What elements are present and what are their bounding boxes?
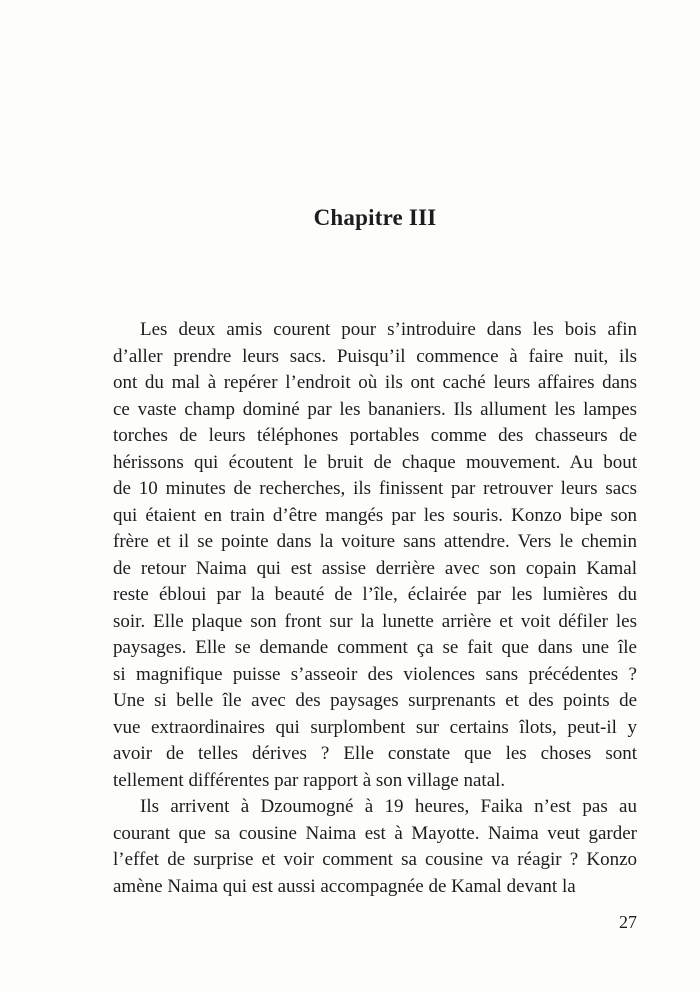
text-line: Ils arrivent à Dzoumogné à 19 heures, Faika n’est pas au	[140, 796, 637, 817]
body-text	[113, 317, 637, 900]
text-line: tellement différentes par rapport à son village natal.	[113, 769, 506, 791]
text-line: hérissons qui écoutent le bruit de chaque mouvement. Au bout	[113, 451, 637, 473]
page-number: 27	[619, 912, 637, 932]
text-line: courant que sa cousine Naima est à Mayotte. Naima veut garder	[113, 822, 637, 844]
text-line: de retour Naima qui est assise derrière avec son copain Kamal	[113, 557, 637, 579]
text-line: avoir de telles dérives ? Elle constate que les choses sont	[113, 743, 637, 764]
text-line: frère et il se pointe dans la voiture sans attendre. Vers le chemin	[113, 531, 637, 552]
text-line: soir. Elle plaque son front sur la lunette arrière et voit défiler les	[113, 610, 637, 632]
text-line: amène Naima qui est aussi accompagnée de Kamal devant la	[113, 875, 576, 897]
text-line: d’aller prendre leurs sacs. Puisqu’il commence à faire nuit, ils	[113, 345, 637, 367]
text-line: paysages. Elle se demande comment ça se fait que dans une île	[113, 637, 637, 658]
text-line: Les deux amis courent pour s’introduire dans les bois afin	[140, 319, 637, 340]
text-line: l’effet de surprise et voir comment sa cousine va réagir ? Konzo	[113, 849, 637, 870]
text-line: torches de leurs téléphones portables comme des chasseurs de	[113, 425, 637, 446]
text-line: reste ébloui par la beauté de l’île, éclairée par les lumières du	[113, 584, 637, 605]
text-line: qui étaient en train d’être mangés par les souris. Konzo bipe son	[113, 504, 637, 526]
text-line: ont du mal à repérer l’endroit où ils ont caché leurs affaires dans	[113, 372, 637, 393]
text-line: si magnifique puisse s’asseoir des violences sans précédentes ?	[113, 663, 637, 685]
text-line: ce vaste champ dominé par les bananiers. Ils allument les lampes	[113, 398, 637, 420]
chapter-heading: Chapitre III	[313, 205, 437, 230]
text-line: Une si belle île avec des paysages surprenants et des points de	[113, 690, 637, 711]
text-line: de 10 minutes de recherches, ils finissent par retrouver leurs sacs	[113, 478, 637, 499]
text-line: vue extraordinaires qui surplombent sur certains îlots, peut-il y	[113, 716, 637, 738]
